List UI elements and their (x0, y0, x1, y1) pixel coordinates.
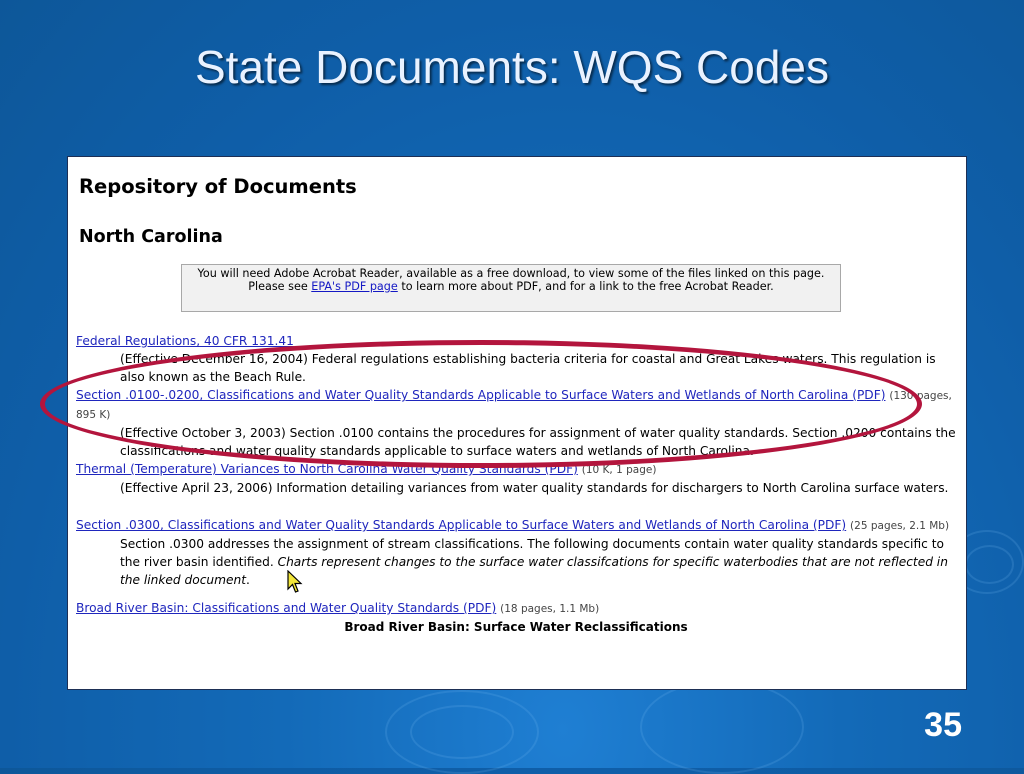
section-0100-0200-link[interactable]: Section .0100-.0200, Classifications and Water Quality Standards Applicable to Surface Waters and Wetlands of North Carolina (PDF) (76, 388, 886, 402)
broad-river-basin-link[interactable]: Broad River Basin: Classifications and Water Quality Standards (PDF) (76, 601, 497, 615)
document-description: (Effective October 3, 2003) Section .0100 contains the procedures for assignment of water quality standards. Section .0200 contains the classifications and water quality standards applicable to surface waters and wetlands of North Carolina. (120, 426, 956, 458)
list-item (76, 386, 956, 460)
description-text: Section .0300 addresses the assignment of stream classifications. The following documents contain water quality standards specific to the river basin identified. (120, 537, 944, 569)
spacer (76, 589, 956, 599)
water-ripple-decoration (965, 545, 1014, 584)
document-meta: (18 pages, 1.1 Mb) (500, 603, 600, 615)
slide-title: State Documents: WQS Codes (194, 41, 830, 93)
epa-pdf-page-link[interactable]: EPA's PDF page (311, 280, 398, 293)
document-description: (Effective December 16, 2004) Federal regulations establishing bacteria criteria for coastal and Great Lakes waters. This regulation is also known as the Beach Rule. (120, 352, 936, 384)
webpage-screenshot (67, 156, 967, 690)
federal-regulations-link[interactable]: Federal Regulations, 40 CFR 131.41 (76, 334, 294, 348)
slide-number: 35 (924, 706, 962, 744)
document-description: Section .0300 addresses the assignment of stream classifications. The following documents contain water quality standards specific to the river basin identified. Charts represent changes to the surface water classifcations for specific waterbodies that are not reflected in the linked document. (120, 537, 948, 587)
thermal-variances-link[interactable]: Thermal (Temperature) Variances to North Carolina Water Quality Standards (PDF) (76, 462, 578, 476)
spacer (76, 497, 956, 516)
mouse-pointer-icon (287, 570, 303, 594)
reclassifications-subheading: Broad River Basin: Surface Water Reclassifications (344, 620, 688, 634)
document-meta: (130 pages, 895 K) (76, 390, 952, 421)
list-item (76, 516, 956, 589)
acrobat-notice (181, 264, 841, 312)
list-item (76, 599, 956, 618)
water-ripple-decoration (410, 705, 514, 759)
state-heading: North Carolina (79, 227, 223, 247)
description-italic-text: Charts represent changes to the surface water classifcations for specific waterbodies that are not reflected in the linked document (120, 555, 948, 587)
page-heading: Repository of Documents (79, 175, 357, 198)
notice-text-after: to learn more about PDF, and for a link to the free Acrobat Reader. (397, 280, 774, 293)
section-0300-link[interactable]: Section .0300, Classifications and Water Quality Standards Applicable to Surface Waters and Wetlands of North Carolina (PDF) (76, 518, 847, 532)
document-description: (Effective April 23, 2006) Information detailing variances from water quality standards for dischargers to North Carolina surface waters. (120, 481, 949, 495)
document-meta: (25 pages, 2.1 Mb) (850, 520, 950, 532)
list-item (76, 460, 956, 497)
document-meta: (10 K, 1 page) (581, 464, 657, 476)
document-list (76, 332, 956, 636)
notice-text-before: You will need Adobe Acrobat Reader, available as a free download, to view some of the files linked on this page. Please see (197, 267, 825, 293)
water-ripple-decoration (640, 680, 804, 774)
list-item (76, 332, 956, 386)
